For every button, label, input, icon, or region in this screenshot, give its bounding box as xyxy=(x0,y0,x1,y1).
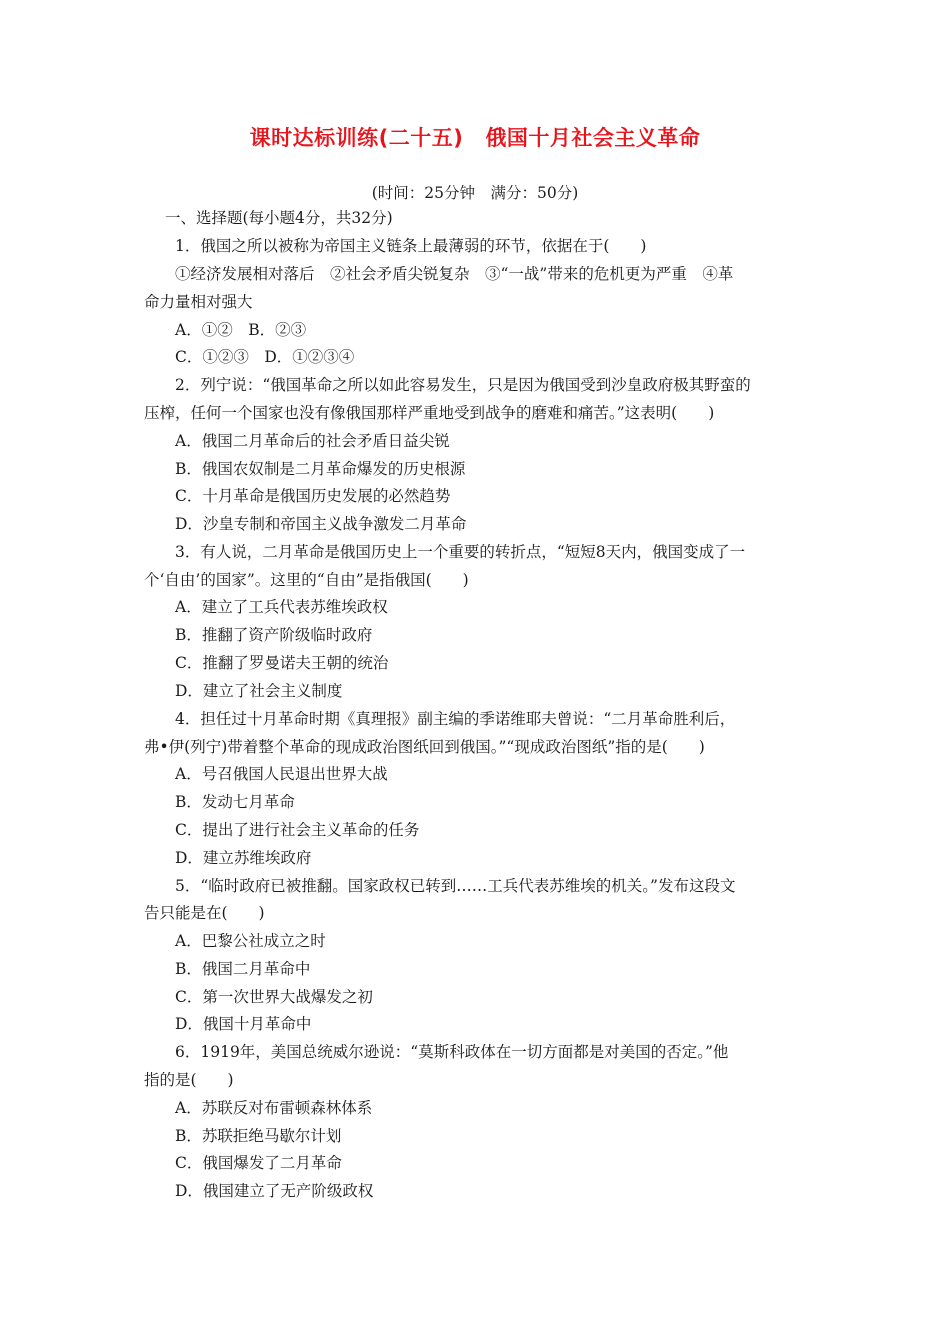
question-2-stem-line1: 2．列宁说：“俄国革命之所以如此容易发生，只是因为俄国受到沙皇政府极其野蛮的 xyxy=(175,376,751,394)
section-heading: 一、选择题(每小题4分，共32分) xyxy=(165,209,393,227)
question-5-stem-line2: 告只能是在( ) xyxy=(144,904,265,922)
question-4-option-c: C．提出了进行社会主义革命的任务 xyxy=(175,821,420,839)
question-3-option-a: A．建立了工兵代表苏维埃政权 xyxy=(175,598,388,616)
question-6-option-c: C．俄国爆发了二月革命 xyxy=(175,1154,342,1172)
question-4-stem-line2: 弗•伊(列宁)带着整个革命的现成政治图纸回到俄国。”“现成政治图纸”指的是( ) xyxy=(144,738,705,756)
question-3-option-b: B．推翻了资产阶级临时政府 xyxy=(175,626,373,644)
time-score-info: (时间：25分钟 满分：50分) xyxy=(371,184,579,202)
question-5-stem-line1: 5．“临时政府已被推翻。国家政权已转到……工兵代表苏维埃的机关。”发布这段文 xyxy=(175,877,736,895)
question-2-option-a: A．俄国二月革命后的社会矛盾日益尖锐 xyxy=(175,432,450,450)
question-2-stem-line2: 压榨，任何一个国家也没有像俄国那样严重地受到战争的磨难和痛苦。”这表明( ) xyxy=(144,404,715,422)
title-left: 课时达标训练(二十五) xyxy=(249,126,464,150)
page-title xyxy=(0,122,950,152)
question-4-option-a: A．号召俄国人民退出世界大战 xyxy=(175,765,388,783)
question-6-option-b: B．苏联拒绝马歇尔计划 xyxy=(175,1127,342,1145)
question-5-option-d: D．俄国十月革命中 xyxy=(175,1015,312,1033)
question-6-stem-line2: 指的是( ) xyxy=(144,1071,234,1089)
question-3-option-d: D．建立了社会主义制度 xyxy=(175,682,343,700)
question-6-option-d: D．俄国建立了无产阶级政权 xyxy=(175,1182,374,1200)
question-1-options-cd: C．①②③ D．①②③④ xyxy=(175,348,355,366)
question-5-option-b: B．俄国二月革命中 xyxy=(175,960,311,978)
question-4-stem-line1: 4．担任过十月革命时期《真理报》副主编的季诺维耶夫曾说：“二月革命胜利后， xyxy=(175,710,736,728)
question-3-stem-line1: 3．有人说，二月革命是俄国历史上一个重要的转折点，“短短8天内，俄国变成了一 xyxy=(175,543,746,561)
question-5-option-a: A．巴黎公社成立之时 xyxy=(175,932,326,950)
question-5-option-c: C．第一次世界大战爆发之初 xyxy=(175,988,373,1006)
question-1-stem: 1．俄国之所以被称为帝国主义链条上最薄弱的环节，依据在于( ) xyxy=(175,237,647,255)
question-3-stem-line2: 个‘自由’的国家”。这里的“自由”是指俄国( ) xyxy=(144,571,469,589)
question-2-option-c: C．十月革命是俄国历史发展的必然趋势 xyxy=(175,487,451,505)
question-3-option-c: C．推翻了罗曼诺夫王朝的统治 xyxy=(175,654,389,672)
question-1-items-line2: 命力量相对强大 xyxy=(144,293,253,311)
question-1-items-line1: ①经济发展相对落后 ②社会矛盾尖锐复杂 ③“一战”带来的危机更为严重 ④革 xyxy=(175,265,734,283)
question-6-stem-line1: 6．1919年，美国总统威尔逊说：“莫斯科政体在一切方面都是对美国的否定。”他 xyxy=(175,1043,729,1061)
question-4-option-d: D．建立苏维埃政府 xyxy=(175,849,312,867)
question-6-option-a: A．苏联反对布雷顿森林体系 xyxy=(175,1099,373,1117)
question-4-option-b: B．发动七月革命 xyxy=(175,793,295,811)
question-2-option-b: B．俄国农奴制是二月革命爆发的历史根源 xyxy=(175,460,466,478)
title-right: 俄国十月社会主义革命 xyxy=(485,126,701,150)
question-1-options-ab: A．①② B．②③ xyxy=(175,321,307,339)
question-2-option-d: D．沙皇专制和帝国主义战争激发二月革命 xyxy=(175,515,467,533)
